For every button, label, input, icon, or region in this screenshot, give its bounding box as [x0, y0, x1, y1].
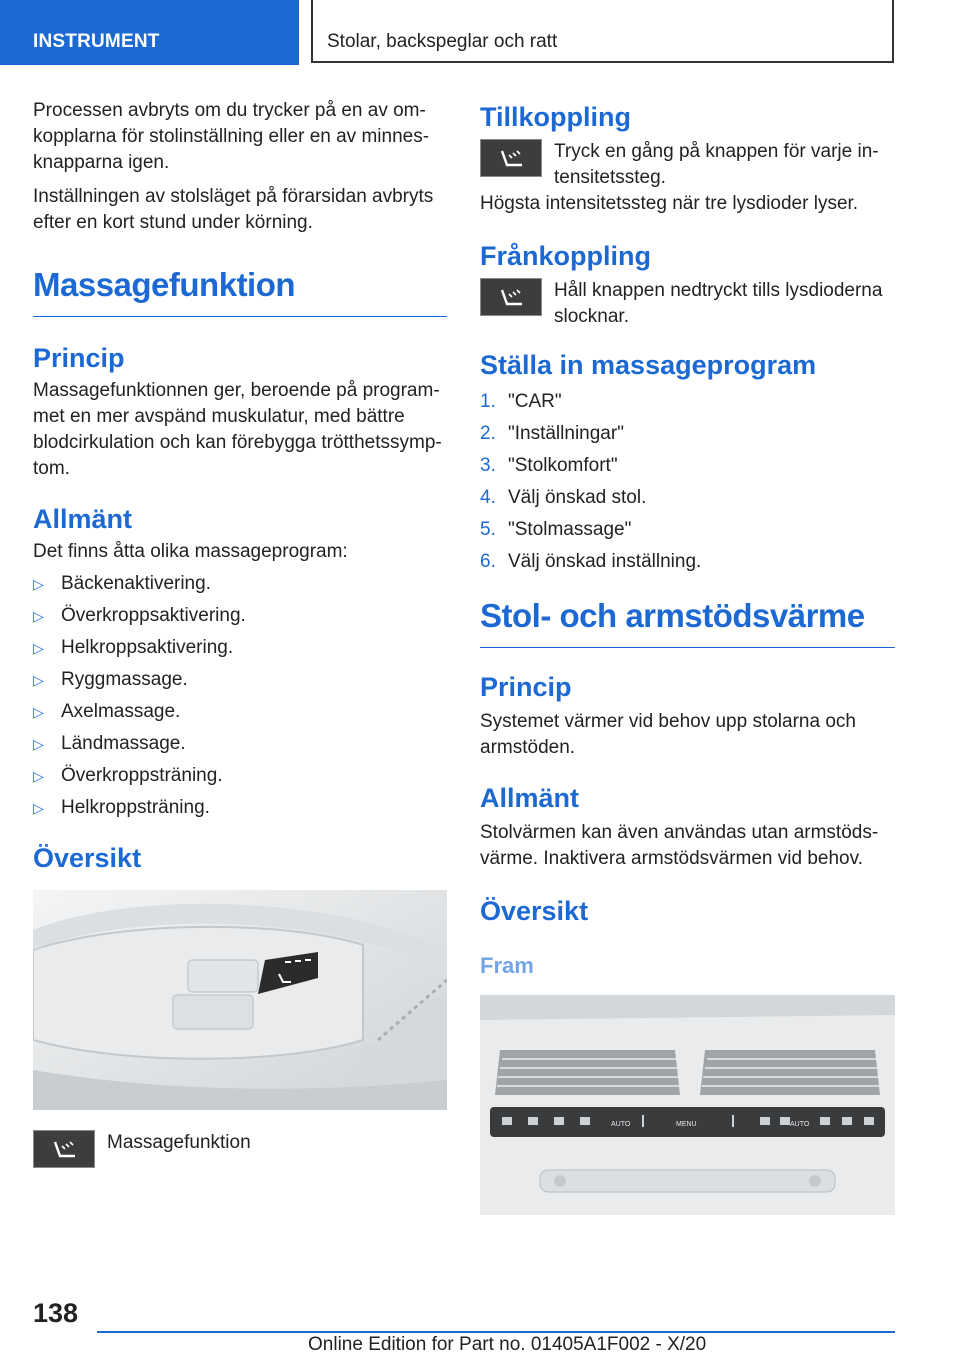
- list-item: ▷ Ryggmassage.: [33, 667, 447, 693]
- list-item: 1. "CAR": [480, 391, 562, 412]
- list-item: ▷ Bäckenaktivering.: [33, 571, 447, 597]
- bullet-triangle-icon: ▷: [33, 576, 44, 592]
- bullet-triangle-icon: ▷: [33, 736, 44, 752]
- right-column: [480, 102, 895, 1215]
- left-column: [33, 98, 447, 1182]
- frankoppling-heading: Frånkoppling: [480, 241, 651, 271]
- list-item: 2. "Inställningar": [480, 423, 624, 444]
- door-panel-photo: [33, 890, 447, 1110]
- bullet-triangle-icon: ▷: [33, 608, 44, 624]
- oversikt2-heading: Översikt: [480, 896, 589, 926]
- princip2-text: Systemet värmer vid behov upp stolarna och armstöden.: [480, 711, 856, 758]
- footer-edition: Online Edition for Part no. 01405A1F002 - X/20: [308, 1334, 707, 1355]
- fram-heading: Fram: [480, 953, 534, 978]
- bullet-triangle-icon: ▷: [33, 704, 44, 720]
- list-item: ▷ Överkroppsaktivering.: [33, 603, 447, 629]
- list-item: ▷ Ländmassage.: [33, 731, 447, 757]
- list-item: ▷ Helkroppsträning.: [33, 795, 447, 821]
- tillkoppling-heading: Tillkoppling: [480, 102, 631, 132]
- allmant-heading: Allmänt: [33, 504, 133, 534]
- page-number: 138: [33, 1298, 79, 1328]
- header-section-label: INSTRUMENT: [33, 31, 160, 52]
- header-chapter-tab: [311, 0, 894, 63]
- intro-paragraph-2: Inställningen av stolsläget på förarsidan avbryts efter en kort stund under körning.: [33, 186, 434, 233]
- stalla-heading: Ställa in massageprogram: [480, 350, 817, 380]
- bullet-triangle-icon: ▷: [33, 672, 44, 688]
- svg-text:AUTO: AUTO: [790, 1121, 810, 1128]
- princip-text: Massagefunktionnen ger, beroende på programmet en mer avspänd muskulatur, med bättre blodcirkulation och kan förebygga trötthetssymptom.: [33, 380, 442, 479]
- frankoppling-text: Håll knappen nedtryckt tills lysdioderna slocknar.: [554, 280, 883, 327]
- allmant-text: Det finns åtta olika massageprogram:: [33, 541, 348, 562]
- seat-massage-icon: [480, 278, 542, 316]
- tillkoppling-text: Tryck en gång på knappen för varje intensitetssteg.: [554, 141, 879, 188]
- header-chapter-label: Stolar, backspeglar och ratt: [327, 31, 558, 52]
- allmant2-text: Stolvärmen kan även användas utan armstödsvärme. Inaktivera armstödsvärmen vid behov.: [480, 822, 879, 869]
- tillkoppling-note: Högsta intensitetssteg när tre lysdioder lyser.: [480, 193, 859, 214]
- massage-icon-caption: Massagefunktion: [107, 1132, 251, 1153]
- massage-program-list: [33, 571, 447, 821]
- svg-text:MENU: MENU: [676, 1121, 697, 1128]
- heating-section-title: Stol- och armstödsvärme: [480, 597, 895, 648]
- list-item: 5. "Stolmassage": [480, 519, 632, 540]
- steps-list: [480, 389, 895, 575]
- massage-icon-row: [33, 1130, 447, 1182]
- frankoppling-icon-row: [480, 278, 895, 330]
- list-item: 4. Välj önskad stol.: [480, 487, 647, 508]
- bullet-triangle-icon: ▷: [33, 800, 44, 816]
- allmant2-heading: Allmänt: [480, 783, 580, 813]
- list-item: 6. Välj önskad inställning.: [480, 551, 702, 572]
- princip2-heading: Princip: [480, 672, 572, 702]
- princip-heading: Princip: [33, 343, 125, 373]
- list-item: ▷ Helkroppsaktivering.: [33, 635, 447, 661]
- list-item: 3. "Stolkomfort": [480, 455, 618, 476]
- list-item: ▷ Överkroppsträning.: [33, 763, 447, 789]
- footer-divider: [97, 1331, 895, 1333]
- seat-massage-icon: [33, 1130, 95, 1168]
- tillkoppling-icon-row: [480, 139, 895, 191]
- list-item: ▷ Axelmassage.: [33, 699, 447, 725]
- intro-paragraph-1: Processen avbryts om du trycker på en av omkopplarna för stolinställning eller en av minnesknapparna igen.: [33, 100, 430, 173]
- oversikt-heading: Översikt: [33, 843, 142, 873]
- bullet-triangle-icon: ▷: [33, 768, 44, 784]
- header-section-tab: [0, 0, 299, 65]
- massage-section-title: Massagefunktion: [33, 266, 447, 317]
- bullet-triangle-icon: ▷: [33, 640, 44, 656]
- svg-text:AUTO: AUTO: [611, 1121, 631, 1128]
- front-console-photo: [480, 995, 895, 1215]
- seat-massage-icon: [480, 139, 542, 177]
